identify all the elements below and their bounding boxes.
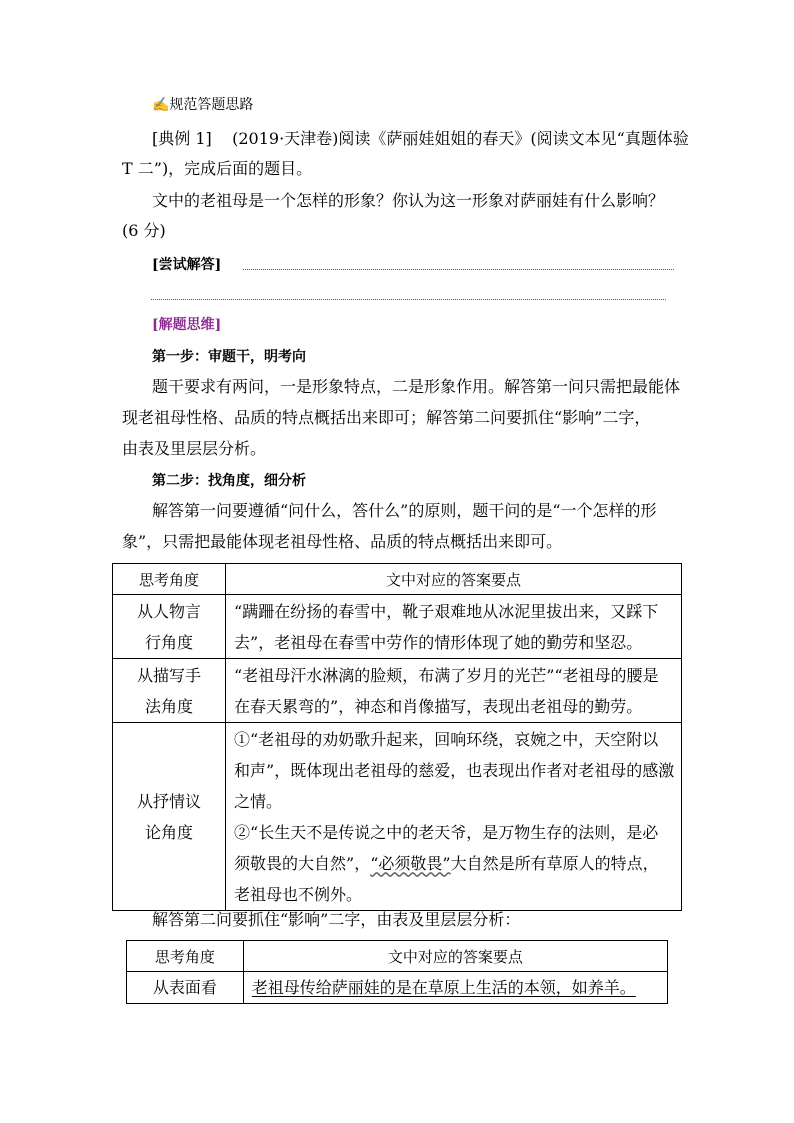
content-cell: “蹒跚在纷扬的春雪中，靴子艰难地从冰泥里拔出来，又踩下 去”，老祖母在春雪中劳作的情形体现了她的勤劳和坚忍。	[226, 595, 682, 659]
example-source: (2019·天津卷)阅读《萨丽娃姐姐的春天》(阅读文本见“真题体验	[232, 129, 689, 148]
angle-cell: 从人物言 行角度	[113, 595, 226, 659]
thinking-heading: [解题思维]	[152, 317, 222, 333]
example-intro-line-2: T 二”)，完成后面的题目。	[122, 159, 313, 178]
table-header-points: 文中对应的答案要点	[243, 941, 667, 972]
try-answer-label: [尝试解答]	[152, 257, 222, 273]
step2-line: 象”，只需把最能体现老祖母性格、品质的特点概括出来即可。	[122, 532, 563, 551]
angle-cell: 从表面看	[127, 972, 244, 1004]
analysis-table-2	[126, 940, 668, 1004]
step1-line: 由表及里层层分析。	[122, 439, 267, 458]
answer-blank-line-1[interactable]	[243, 269, 674, 270]
step1-line: 题干要求有两问，一是形象特点，二是形象作用。解答第一问只需把最能体	[152, 377, 681, 396]
question-line-1: 文中的老祖母是一个怎样的形象？你认为这一形象对萨丽娃有什么影响？	[152, 191, 665, 210]
analysis-table-1	[112, 563, 682, 911]
table-header-angle: 思考角度	[127, 941, 244, 972]
table-row	[113, 595, 682, 659]
step2-title: 第二步：找角度，细分析	[152, 473, 306, 489]
table-header-row	[127, 941, 668, 972]
content-cell: ①“老祖母的劝奶歌升起来，回响环绕，哀婉之中，天空附以 和声”，既体现出老祖母的慈爱，也表现出作者对老祖母的感激 之情。 ②“长生天不是传说之中的老天爷，是万物生存的法则，是必 须敬畏的大自然”，“必须敬畏”大自然是所有草原人的特点， 老祖母也不例外。	[226, 723, 682, 911]
table-row	[113, 723, 682, 911]
table-header-row	[113, 564, 682, 595]
content-cell: “老祖母汗水淋漓的脸颊，布满了岁月的光芒”“老祖母的腰是 在春天累弯的”，神态和肖像描写，表现出老祖母的勤劳。	[226, 659, 682, 723]
example-intro-line-1	[152, 128, 689, 150]
content-cell: 老祖母传给萨丽娃的是在草原上生活的本领，如养羊。	[243, 972, 667, 1004]
angle-cell: 从描写手 法角度	[113, 659, 226, 723]
table-header-points: 文中对应的答案要点	[226, 564, 682, 595]
table-header-angle: 思考角度	[113, 564, 226, 595]
question-line-2: (6 分)	[122, 221, 166, 240]
emphasis-phrase: “必须敬畏”	[370, 853, 451, 873]
after-table-text: 解答第二问要抓住“影响”二字，由表及里层层分析：	[152, 910, 521, 929]
angle-cell: 从抒情议 论角度	[113, 723, 226, 911]
section-heading: ✍规范答题思路	[152, 97, 254, 113]
table-row	[113, 659, 682, 723]
step1-line: 现老祖母性格、品质的特点概括出来即可；解答第二问要抓住“影响”二字，	[122, 408, 651, 427]
step1-title: 第一步：审题干，明考向	[152, 349, 306, 365]
answer-blank-line-2[interactable]	[151, 299, 666, 300]
table-row	[127, 972, 668, 1004]
example-label: [典例 1]	[152, 129, 212, 148]
step2-line: 解答第一问要遵循“问什么，答什么”的原则，题干问的是“一个怎样的形	[152, 501, 657, 520]
